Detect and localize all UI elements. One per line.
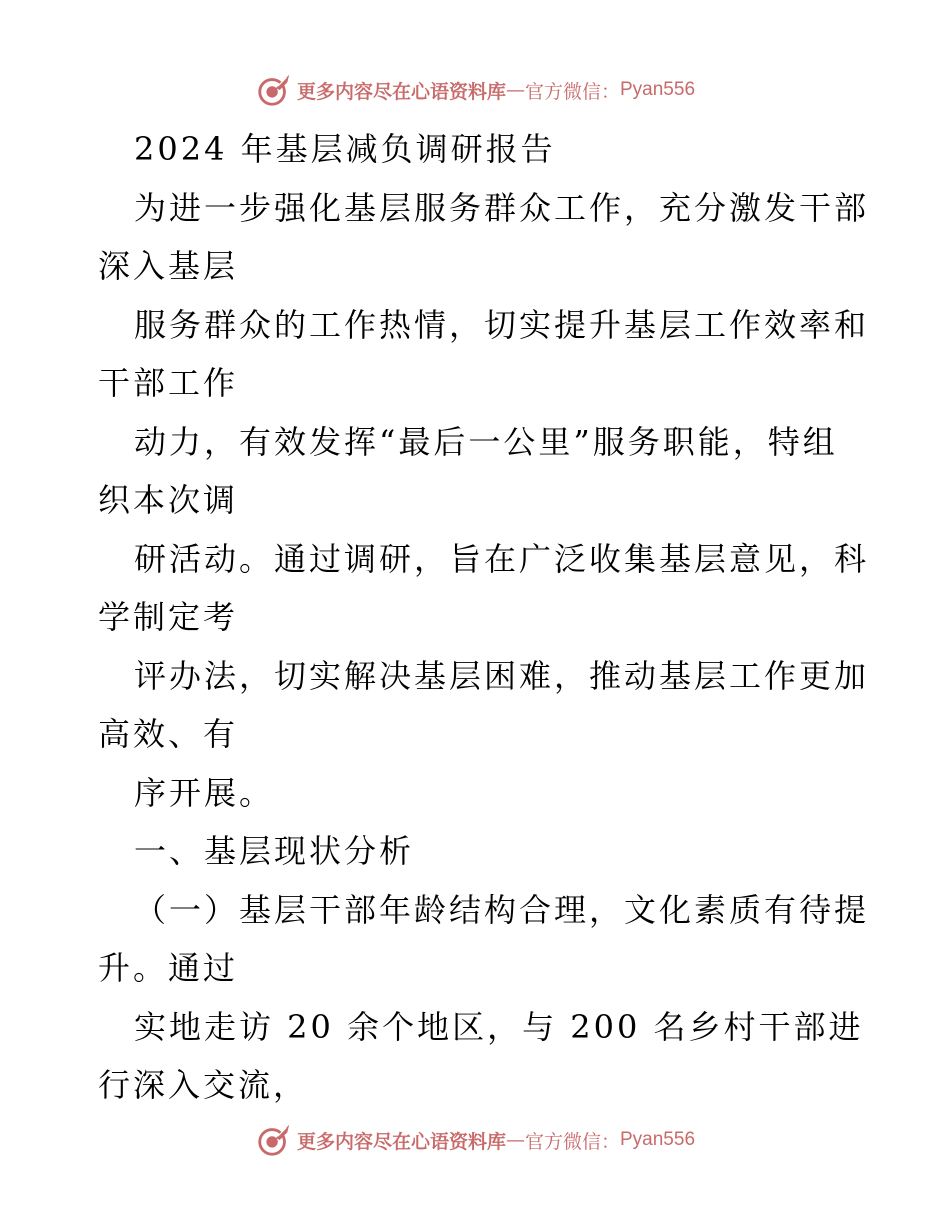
text-line: 实地走访 20 余个地区，与 200 名乡村干部进 [134,1007,864,1046]
text-line: 深入基层 [98,247,239,285]
text-line: 高效、有 [98,715,239,753]
text-line: 服务群众的工作热情，切实提升基层工作效率和 [134,305,870,344]
quill-seal-icon [255,71,293,109]
document-body [98,120,870,1115]
text-line: 研活动。通过调研，旨在广泛收集基层意见，科 [134,539,870,578]
document-title: 2024 年基层减负调研报告 [134,130,556,168]
text-line: 学制定考 [98,598,239,636]
footer-watermark [0,1120,950,1160]
watermark-wechat-label: 官方微信： [524,80,620,103]
quill-seal-icon [255,1121,293,1159]
watermark-wechat-id: Pyan556 [620,1129,696,1150]
section-heading: 一、基层现状分析 [134,832,415,870]
text-line: 动力，有效发挥“最后一公里”服务职能，特组 [134,422,838,461]
watermark-brand: 更多内容尽在心语资料库 [296,80,506,103]
text-line: 织本次调 [98,481,239,519]
text-line: 行深入交流， [98,1066,309,1104]
watermark-brand: 更多内容尽在心语资料库 [296,1130,506,1153]
watermark-dash: — [505,1129,525,1151]
text-line: 序开展。 [134,773,275,812]
text-line: 干部工作 [98,364,239,402]
text-line: 升。通过 [98,949,239,987]
watermark-wechat-label: 官方微信： [524,1130,620,1153]
watermark-wechat-id: Pyan556 [620,79,696,100]
subsection-heading: （一）基层干部年龄结构合理，文化素质有待提 [134,890,870,929]
text-line: 评办法，切实解决基层困难，推动基层工作更加 [134,656,870,695]
header-watermark [0,70,950,110]
watermark-dash: — [505,79,525,101]
text-line: 为进一步强化基层服务群众工作，充分激发干部 [134,188,870,227]
